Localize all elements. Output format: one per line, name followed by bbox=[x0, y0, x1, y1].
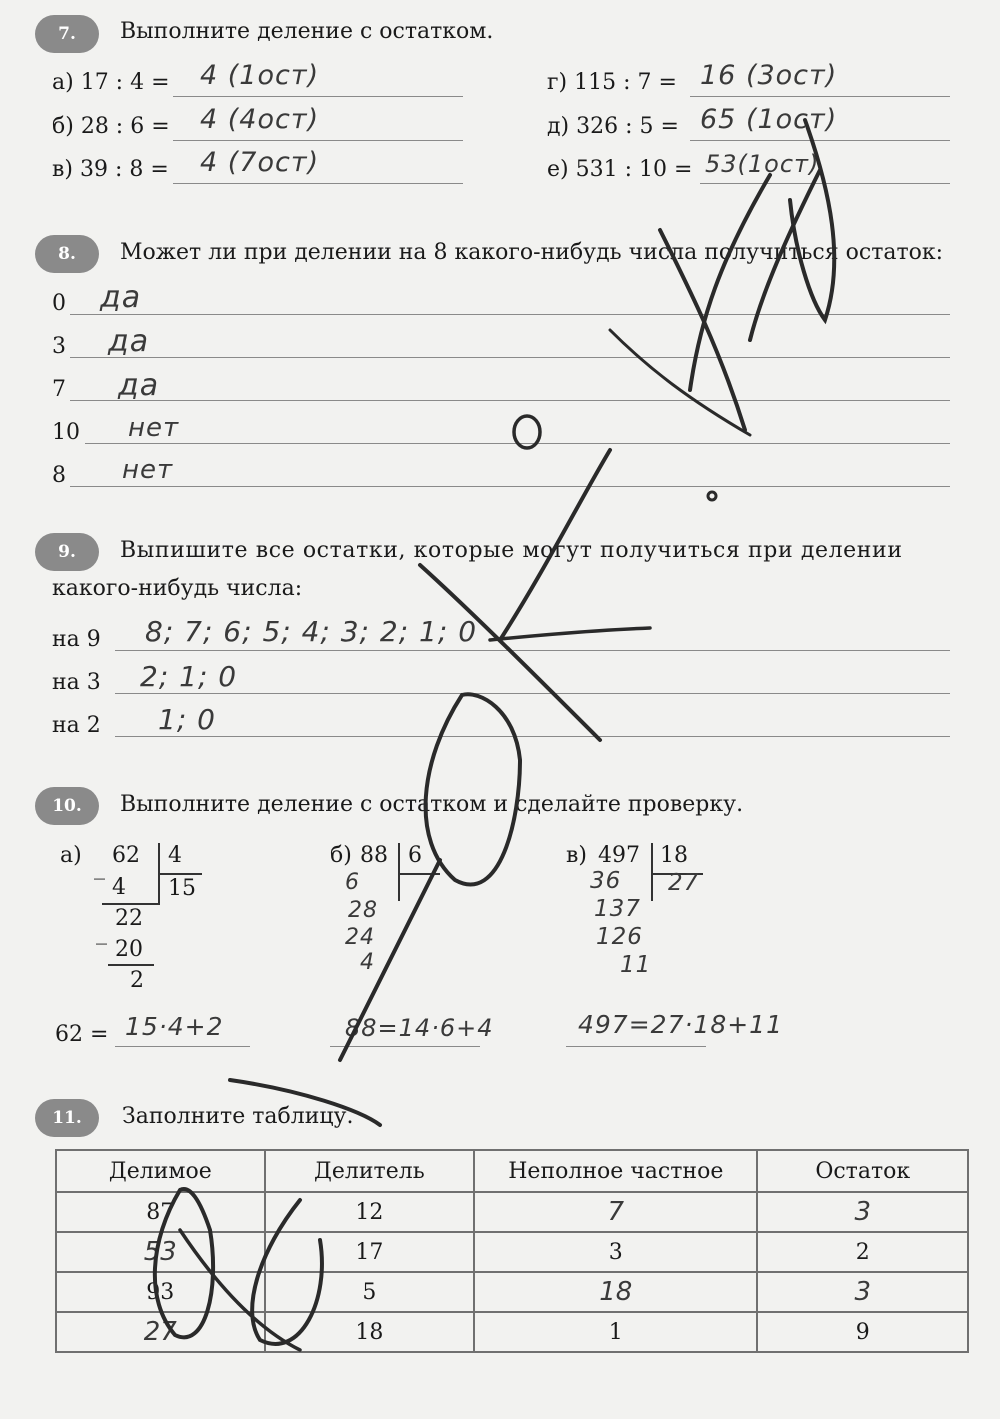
handwritten-step: 24 bbox=[345, 925, 375, 950]
exercise-expression: а) 17 : 4 = bbox=[52, 70, 170, 95]
divisor: 18 bbox=[660, 843, 688, 868]
task-number-badge: 7. bbox=[35, 15, 99, 53]
task-title-continuation: какого-нибудь числа: bbox=[52, 576, 303, 601]
handwritten-check: 88=14·6+4 bbox=[345, 1014, 494, 1042]
task-number-badge: 8. bbox=[35, 235, 99, 273]
handwritten-step: 36 bbox=[590, 868, 622, 894]
table-cell: 3 bbox=[474, 1232, 757, 1272]
quotient: 15 bbox=[168, 876, 196, 901]
divisor-label: на 9 bbox=[52, 627, 101, 652]
handwritten-answer: 65 (1ост) bbox=[700, 104, 838, 135]
handwritten-answer: да bbox=[108, 324, 150, 359]
table-cell: 1 bbox=[474, 1312, 757, 1352]
column-header: Делитель bbox=[265, 1150, 475, 1192]
handwritten-answer: 2; 1; 0 bbox=[140, 660, 238, 693]
handwritten-quotient: 27 bbox=[668, 870, 700, 896]
remainder-label: 0 bbox=[52, 291, 66, 316]
divisor: 4 bbox=[168, 843, 182, 868]
exercise-expression: г) 115 : 7 = bbox=[547, 70, 677, 95]
dividend: 88 bbox=[360, 843, 388, 868]
table-cell: 17 bbox=[265, 1232, 475, 1272]
handwritten-step: 28 bbox=[348, 898, 378, 923]
remainder-label: 3 bbox=[52, 334, 66, 359]
handwritten-answer: 4 (4ост) bbox=[200, 104, 320, 135]
handwritten-step: 137 bbox=[594, 896, 641, 922]
handwritten-step: 4 bbox=[360, 950, 375, 975]
remainder: 2 bbox=[130, 968, 144, 993]
sub-label: а) bbox=[60, 843, 82, 868]
task-title: Выполните деление с остатком и сделайте проверку. bbox=[120, 792, 744, 817]
sub-label: в) bbox=[566, 843, 587, 868]
sub-label: б) bbox=[330, 843, 352, 868]
partial-product: 20 bbox=[115, 937, 143, 962]
remainder-label: 7 bbox=[52, 377, 66, 402]
task-title: Выпишите все остатки, которые могут получиться при делении bbox=[120, 538, 903, 563]
handwritten-answer: 16 (3ост) bbox=[700, 60, 838, 91]
handwritten-answer: да bbox=[118, 368, 160, 403]
remainder-label: 10 bbox=[52, 420, 80, 445]
table-cell: 93 bbox=[56, 1272, 265, 1312]
table-cell: 18 bbox=[265, 1312, 475, 1352]
divisor-label: на 3 bbox=[52, 670, 101, 695]
column-header: Остаток bbox=[757, 1150, 968, 1192]
task-number-badge: 11. bbox=[35, 1099, 99, 1137]
handwritten-answer: 4 (7ост) bbox=[200, 147, 320, 178]
table-cell: 18 bbox=[474, 1272, 757, 1312]
exercise-expression: е) 531 : 10 = bbox=[547, 157, 693, 182]
handwritten-check: 15·4+2 bbox=[125, 1012, 224, 1041]
check-label: 62 = bbox=[55, 1022, 109, 1047]
exercise-expression: в) 39 : 8 = bbox=[52, 157, 169, 182]
table-cell: 7 bbox=[474, 1192, 757, 1232]
table-cell: 27 bbox=[56, 1312, 265, 1352]
divisor: 6 bbox=[408, 843, 422, 868]
table-cell: 9 bbox=[757, 1312, 968, 1352]
handwritten-answer: 4 (1ост) bbox=[200, 60, 320, 91]
exercise-expression: б) 28 : 6 = bbox=[52, 114, 170, 139]
table-cell: 3 bbox=[757, 1272, 968, 1312]
partial-difference: 22 bbox=[115, 906, 143, 931]
task-title: Может ли при делении на 8 какого-нибудь числа получиться остаток: bbox=[120, 240, 944, 265]
remainder-label: 8 bbox=[52, 463, 66, 488]
handwritten-answer: да bbox=[100, 280, 142, 315]
handwritten-answer: 8; 7; 6; 5; 4; 3; 2; 1; 0 bbox=[145, 615, 478, 648]
task-title: Выполните деление с остатком. bbox=[120, 19, 494, 44]
table-cell: 3 bbox=[757, 1192, 968, 1232]
handwritten-answer: нет bbox=[128, 413, 180, 443]
handwritten-step: 6 bbox=[345, 870, 360, 895]
table-cell: 53 bbox=[56, 1232, 265, 1272]
table-cell: 87 bbox=[56, 1192, 265, 1232]
handwritten-answer: 1; 0 bbox=[158, 703, 216, 736]
handwritten-step: 11 bbox=[620, 952, 652, 978]
handwritten-check: 497=27·18+11 bbox=[578, 1010, 783, 1039]
task-number-badge: 10. bbox=[35, 787, 99, 825]
table-cell: 2 bbox=[757, 1232, 968, 1272]
task-number-badge: 9. bbox=[35, 533, 99, 571]
handwritten-step: 126 bbox=[596, 924, 643, 950]
table-cell: 12 bbox=[265, 1192, 475, 1232]
column-header: Неполное частное bbox=[474, 1150, 757, 1192]
handwritten-answer: нет bbox=[122, 455, 174, 485]
column-header: Делимое bbox=[56, 1150, 265, 1192]
dividend: 497 bbox=[598, 843, 640, 868]
table-cell: 5 bbox=[265, 1272, 475, 1312]
divisor-label: на 2 bbox=[52, 713, 101, 738]
exercise-expression: д) 326 : 5 = bbox=[547, 114, 679, 139]
handwritten-answer: 53(1ост) bbox=[705, 150, 820, 178]
partial-product: 4 bbox=[112, 875, 126, 900]
dividend: 62 bbox=[112, 843, 140, 868]
task-title: Заполните таблицу. bbox=[122, 1104, 354, 1129]
